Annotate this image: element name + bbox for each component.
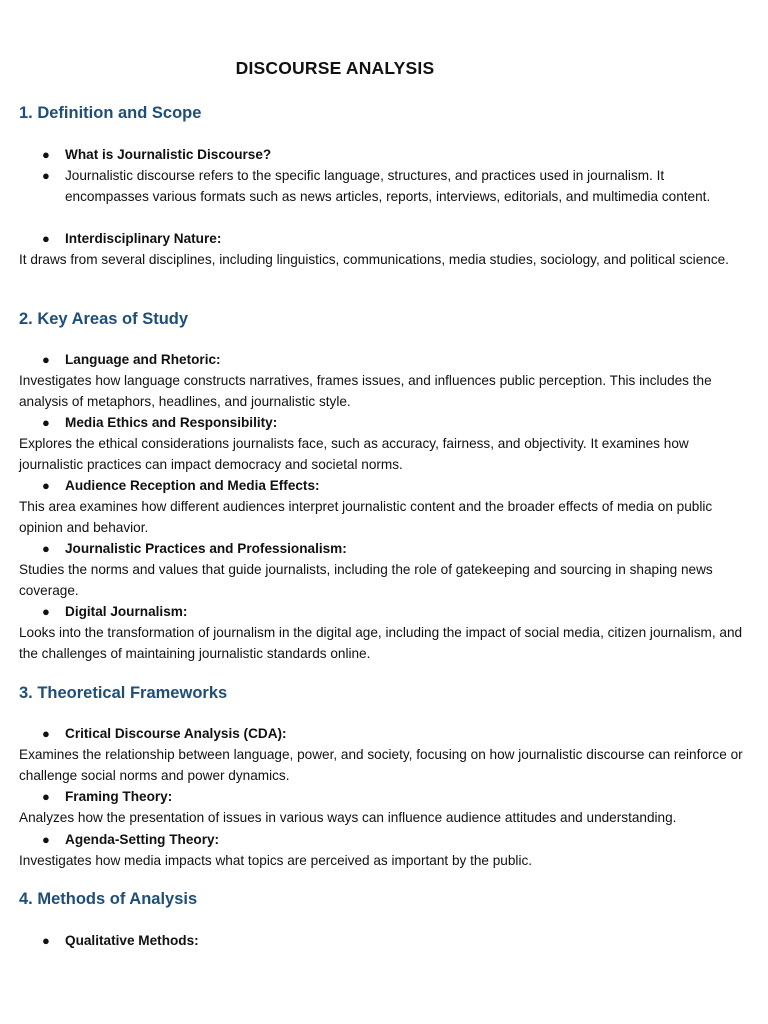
bullet-label: Journalistic Practices and Professionalism: xyxy=(65,541,347,556)
paragraph: It draws from several disciplines, including linguistics, communications, media studies, sociology, and political science. xyxy=(19,252,729,267)
bullet-label: Agenda-Setting Theory: xyxy=(65,832,220,847)
bullet-label: Media Ethics and Responsibility: xyxy=(65,415,278,430)
bullet-icon: ● xyxy=(42,352,50,367)
bullet-label: Digital Journalism: xyxy=(65,604,188,619)
bullet-text: Journalistic discourse refers to the specific language, structures, and practices used in journalism. It encompasses various formats such as news articles, reports, interviews, editorials, and multimedia content. xyxy=(65,168,711,204)
section-3-heading: 3. Theoretical Frameworks xyxy=(19,684,228,702)
bullet-label: Framing Theory: xyxy=(65,789,173,804)
bullet-label: Interdisciplinary Nature: xyxy=(65,231,222,246)
bullet-icon: ● xyxy=(42,789,50,804)
bullet-label: Critical Discourse Analysis (CDA): xyxy=(65,726,287,741)
bullet-icon: ● xyxy=(42,832,50,847)
bullet-icon: ● xyxy=(42,415,50,430)
document-title: DISCOURSE ANALYSIS xyxy=(235,58,435,78)
bullet-icon: ● xyxy=(42,231,50,246)
bullet-icon: ● xyxy=(42,541,50,556)
paragraph: Explores the ethical considerations journalists face, such as accuracy, fairness, and objectivity. It examines how journalistic practices can impact democracy and societal norms. xyxy=(19,436,689,472)
paragraph: Analyzes how the presentation of issues in various ways can influence audience attitudes and understanding. xyxy=(19,810,677,825)
bullet-icon: ● xyxy=(42,726,50,741)
bullet-label: What is Journalistic Discourse? xyxy=(65,147,272,162)
bullet-icon: ● xyxy=(42,168,50,183)
paragraph: Investigates how media impacts what topics are perceived as important by the public. xyxy=(19,853,533,868)
section-2-heading: 2. Key Areas of Study xyxy=(19,310,189,328)
bullet-icon: ● xyxy=(42,147,50,162)
paragraph: Examines the relationship between language, power, and society, focusing on how journalistic discourse can reinforce or challenge social norms and power dynamics. xyxy=(19,747,743,783)
section-1-heading: 1. Definition and Scope xyxy=(19,104,202,122)
paragraph: This area examines how different audiences interpret journalistic content and the broader effects of media on public opinion and behavior. xyxy=(19,499,713,535)
paragraph: Investigates how language constructs narratives, frames issues, and influences public perception. This includes the analysis of metaphors, headlines, and journalistic style. xyxy=(19,373,712,409)
paragraph: Looks into the transformation of journalism in the digital age, including the impact of social media, citizen journalism, and the challenges of maintaining journalistic standards online. xyxy=(19,625,743,661)
paragraph: Studies the norms and values that guide journalists, including the role of gatekeeping and sourcing in shaping news coverage. xyxy=(19,562,713,598)
bullet-label: Audience Reception and Media Effects: xyxy=(65,478,320,493)
bullet-icon: ● xyxy=(42,933,50,948)
bullet-icon: ● xyxy=(42,604,50,619)
section-4-heading: 4. Methods of Analysis xyxy=(19,890,198,908)
bullet-label: Qualitative Methods: xyxy=(65,933,199,948)
bullet-icon: ● xyxy=(42,478,50,493)
bullet-label: Language and Rhetoric: xyxy=(65,352,221,367)
